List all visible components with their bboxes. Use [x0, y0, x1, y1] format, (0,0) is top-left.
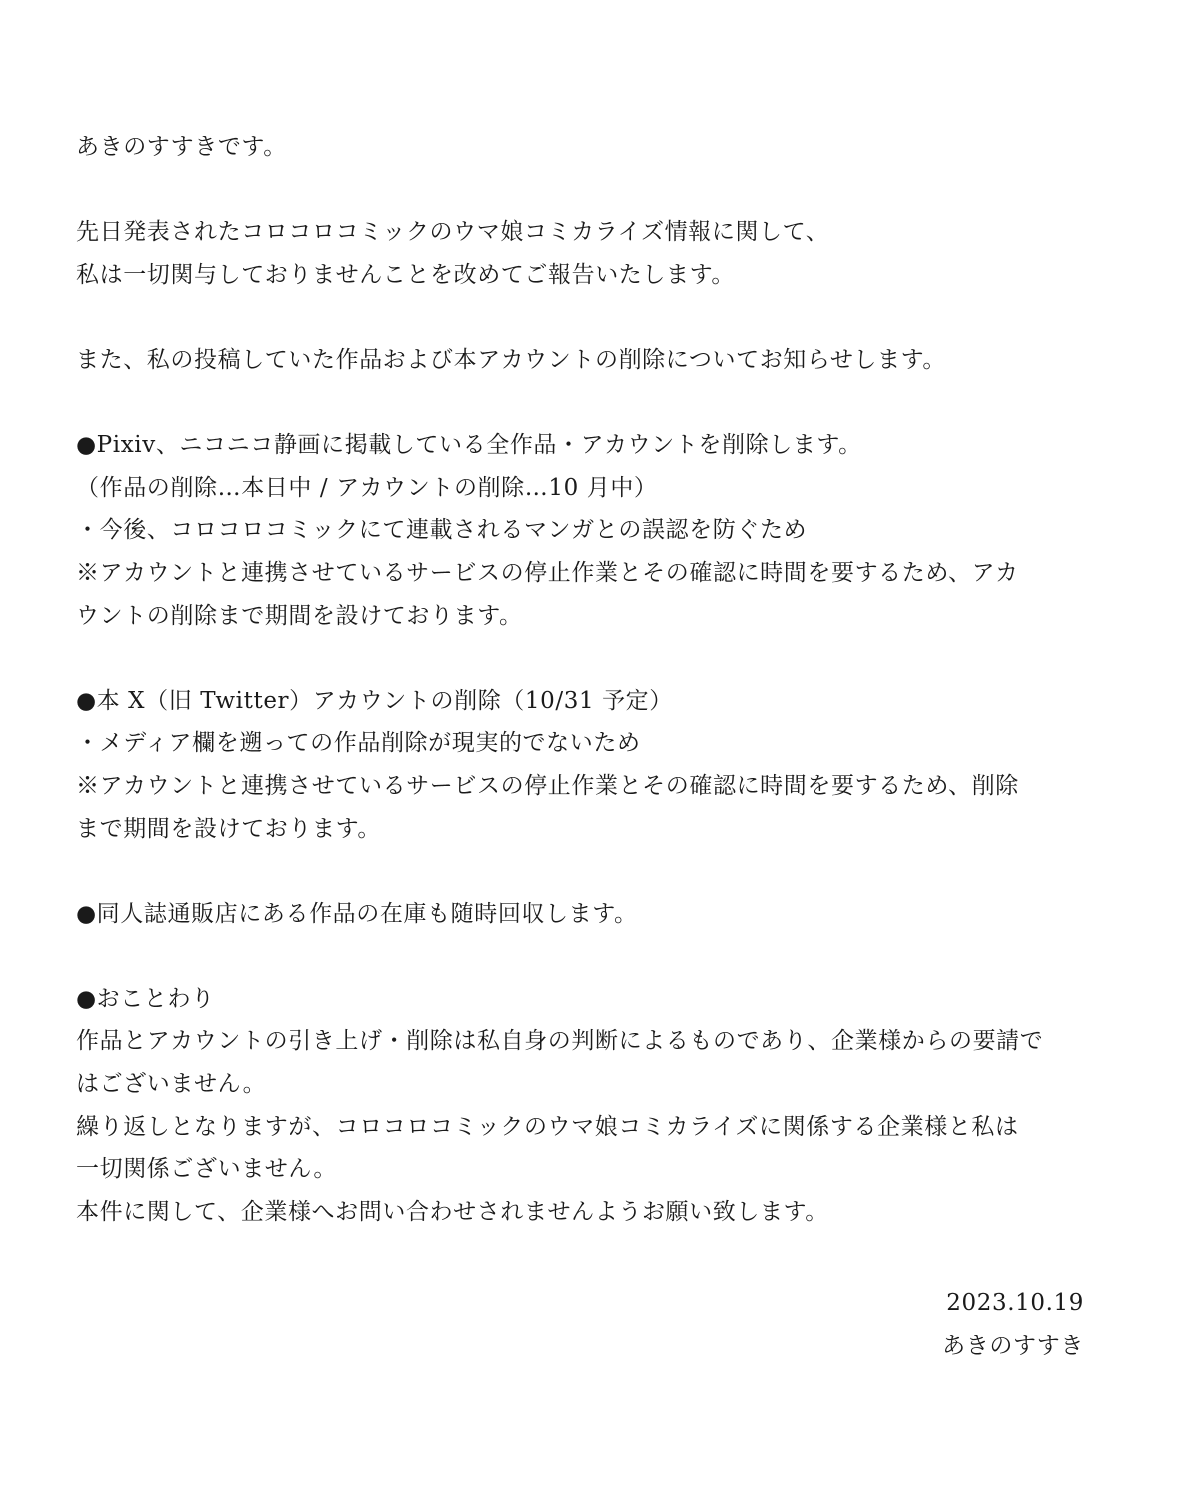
disclaimer-line-2: はございません。	[76, 1071, 267, 1098]
disclaimer-line-1: 作品とアカウントの引き上げ・削除は私自身の判断によるものであり、企業様からの要請で	[76, 1028, 1044, 1055]
spacer	[76, 169, 1106, 212]
signature-block	[942, 1282, 1084, 1367]
doujin-section-heading: ●同人誌通販店にある作品の在庫も随時回収します。	[76, 900, 638, 927]
spacer	[76, 296, 1106, 339]
x-section-note-line-2: まで期間を設けております。	[76, 815, 381, 842]
pixiv-section-reason: ・今後、コロコロコミックにて連載されるマンガとの誤認を防ぐため	[76, 517, 808, 544]
intro-line-1: 先日発表されたコロコロコミックのウマ娘コミカライズ情報に関して、	[76, 219, 830, 246]
disclaimer-heading: ●おことわり	[76, 985, 215, 1012]
statement-body	[76, 126, 1106, 1233]
disclaimer-line-3: 繰り返しとなりますが、コロコロコミックのウマ娘コミカライズに関係する企業様と私は	[76, 1113, 1019, 1140]
pixiv-section-heading: ●Pixiv、ニコニコ静画に掲載している全作品・アカウントを削除します。	[76, 432, 862, 459]
deletion-notice: また、私の投稿していた作品および本アカウントの削除についてお知らせします。	[76, 346, 946, 373]
disclaimer-line-5: 本件に関して、企業様へお問い合わせされませんようお願い致します。	[76, 1198, 829, 1225]
signature-author: あきのすすき	[942, 1332, 1084, 1359]
disclaimer-line-4: 一切関係ございません。	[76, 1156, 337, 1183]
pixiv-section-note-line-2: ウントの削除まで期間を設けております。	[76, 602, 523, 629]
pixiv-section-schedule: （作品の削除…本日中 / アカウントの削除…10 月中）	[76, 474, 658, 501]
spacer	[76, 935, 1106, 978]
spacer	[76, 637, 1106, 680]
greeting-text: あきのすすきです。	[76, 134, 287, 160]
spacer	[76, 850, 1106, 893]
intro-line-2: 私は一切関与しておりませんことを改めてご報告いたします。	[76, 261, 735, 288]
x-section-note-line-1: ※アカウントと連携させているサービスの停止作業とその確認に時間を要するため、削除	[76, 772, 1019, 799]
pixiv-section-note-line-1: ※アカウントと連携させているサービスの停止作業とその確認に時間を要するため、アカ	[76, 559, 1019, 586]
x-section-reason: ・メディア欄を遡っての作品削除が現実的でないため	[76, 730, 641, 757]
spacer	[76, 382, 1106, 425]
signature-date: 2023.10.19	[946, 1290, 1084, 1316]
x-section-heading: ●本 X（旧 Twitter）アカウントの削除（10/31 予定）	[76, 687, 673, 714]
